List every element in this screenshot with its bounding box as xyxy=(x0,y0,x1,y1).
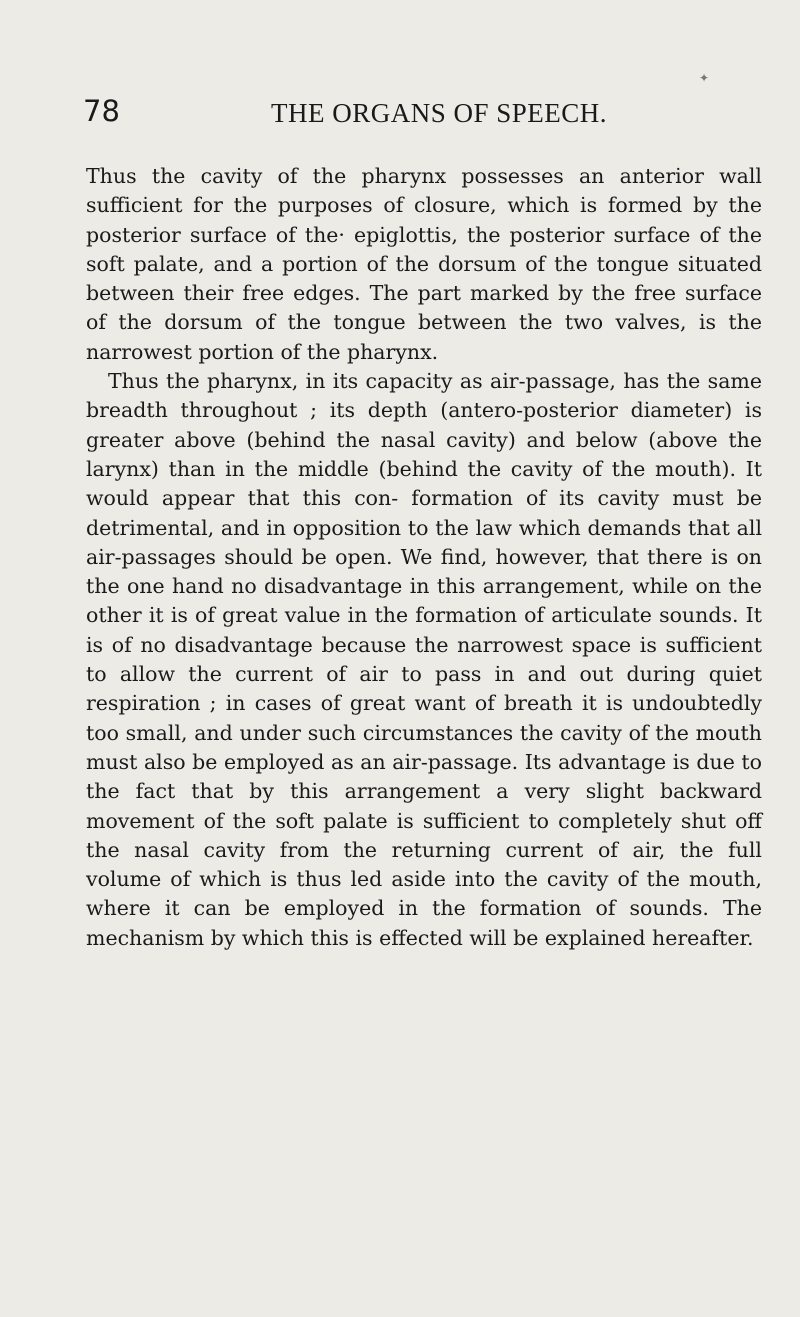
body-text xyxy=(86,162,762,953)
ink-mark: ✦ xyxy=(699,71,710,85)
page-number: 78 xyxy=(83,94,120,128)
page-header xyxy=(83,94,763,134)
running-title: THE ORGANS OF SPEECH. xyxy=(271,98,608,128)
paragraph-1: Thus the cavity of the pharynx possesses an anterior wall sufficient for the purposes of closure, which is formed by the posterior surface of the· epiglottis, the posterior surface of the soft palate, and a portion of the dorsum of the tongue situated between their free edges. The part marked by the free surface of the dorsum of the tongue between the two valves, is the narrowest portion of the pharynx. xyxy=(86,164,762,364)
paragraph-2: Thus the pharynx, in its capacity as air-passage, has the same breadth throughout ; its depth (antero-posterior diameter) is greater above (behind the nasal cavity) and below (above the larynx) than in the middle (behind the cavity of the mouth). It would appear that this con- formation of its cavity must be detrimental, and in opposition to the law which demands that all air-passages should be open. We find, however, that there is on the one hand no disadvantage in this arrangement, while on the other it is of great value in the formation of articulate sounds. It is of no disadvantage because the narrowest space is sufficient to allow the current of air to pass in and out during quiet respiration ; in cases of great want of breath it is undoubtedly too small, and under such circumstances the cavity of the mouth must also be employed as an air-passage. Its advantage is due to the fact that by this arrangement a very slight backward movement of the soft palate is sufficient to completely shut off the nasal cavity from the returning current of air, the full volume of which is thus led aside into the cavity of the mouth, where it can be employed in the formation of sounds. The mechanism by which this is effected will be explained hereafter. xyxy=(86,369,762,950)
